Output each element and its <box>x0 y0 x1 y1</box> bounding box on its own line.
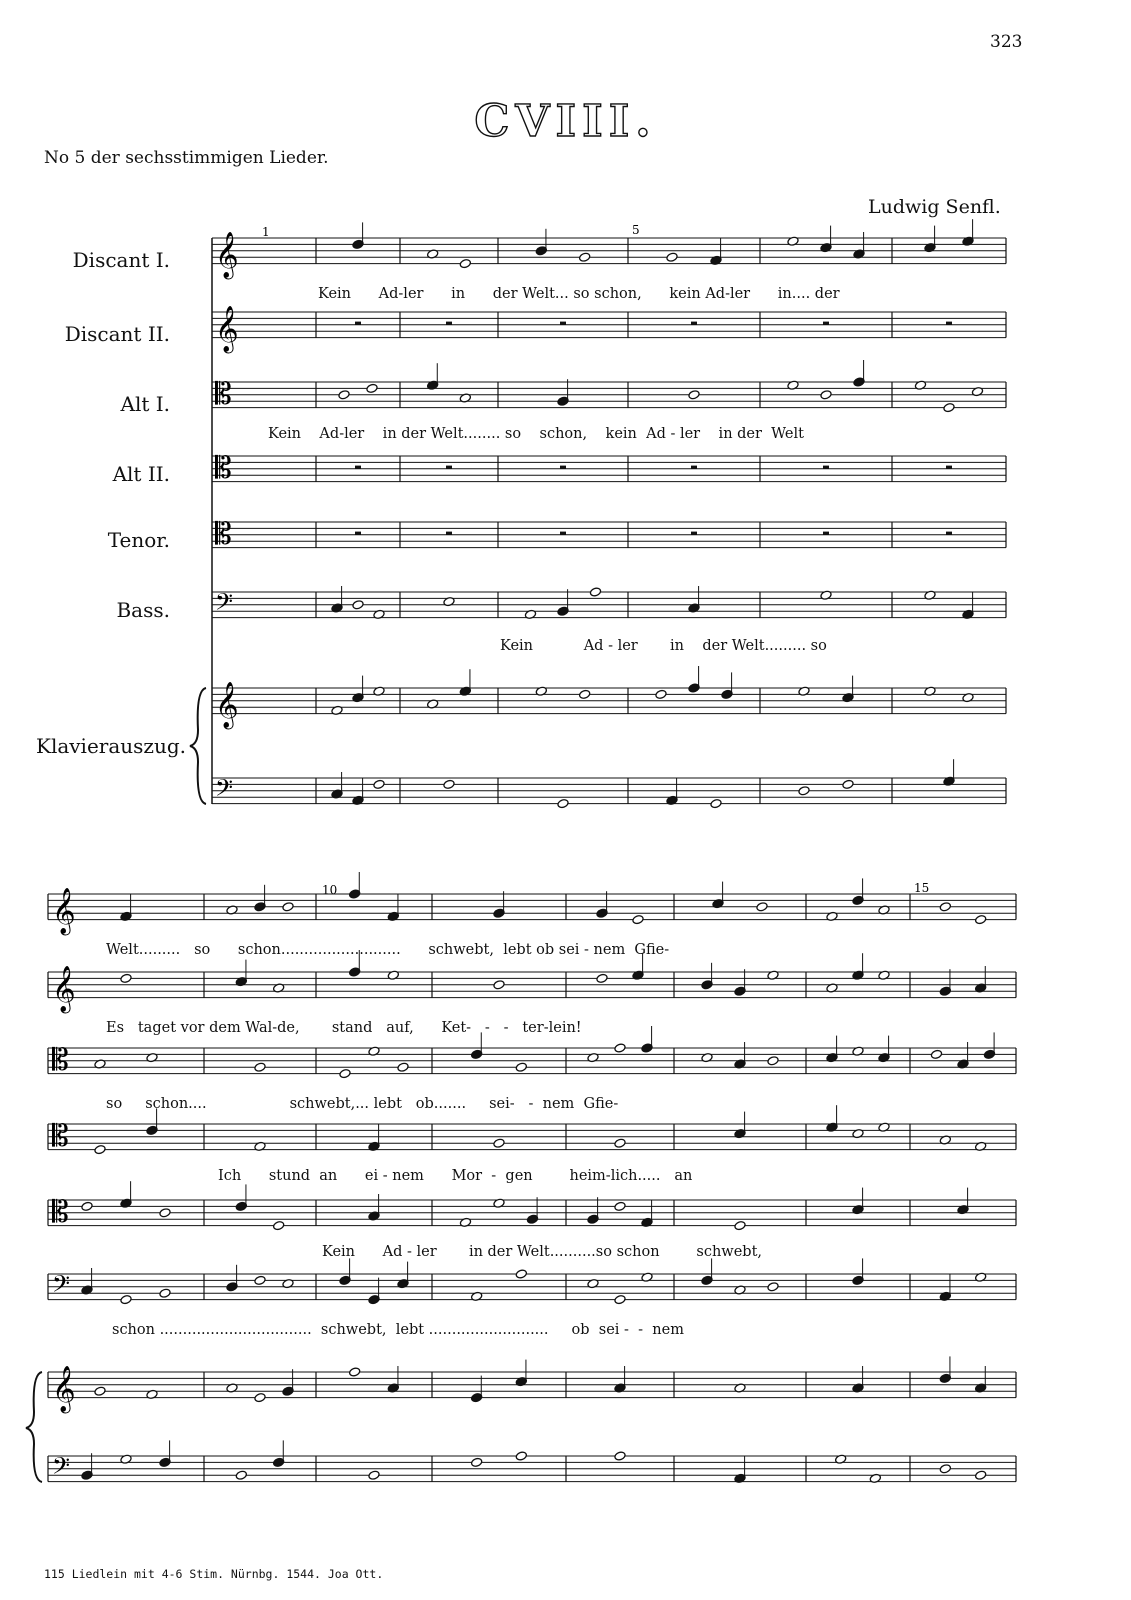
note <box>273 1220 285 1230</box>
note <box>94 1144 106 1154</box>
s2-clef-treble: 𝄞 <box>52 966 76 1012</box>
rest <box>560 466 566 469</box>
lyrics-s2-discant-1: Welt......... so schon.......................... schwebt, lebt ob sei - nem Gfie- <box>106 942 670 958</box>
note <box>254 1275 266 1285</box>
collection-subtitle: No 5 der sechsstimmigen Lieder. <box>44 148 329 168</box>
s1-clef-alto: 𝄡 <box>215 377 232 412</box>
note <box>352 600 364 610</box>
s2-clef-bass: 𝄢 <box>52 1270 71 1303</box>
s2-piano-brace <box>26 1372 42 1482</box>
lyrics-s2-tenor: Kein Ad - ler in der Welt..........so schon schwebt, <box>322 1244 763 1260</box>
s1-clef-treble: 𝄞 <box>215 306 239 352</box>
note <box>842 779 854 789</box>
s1-clef-treble: 𝄞 <box>215 682 239 728</box>
page-number: 323 <box>990 32 1023 52</box>
note <box>614 1201 626 1211</box>
note <box>373 779 385 789</box>
note <box>493 1138 505 1148</box>
note <box>589 587 601 597</box>
note <box>397 1062 409 1072</box>
note <box>767 1056 779 1066</box>
rest <box>355 322 361 325</box>
note <box>94 1386 106 1396</box>
note <box>614 1451 626 1461</box>
note <box>666 252 678 262</box>
note <box>282 902 294 912</box>
note <box>339 1068 351 1078</box>
s2-clef-alto: 𝄡 <box>52 1043 69 1078</box>
s1-clef-treble: 𝄞 <box>215 232 239 278</box>
note <box>688 390 700 400</box>
rest <box>446 466 452 469</box>
rest <box>560 322 566 325</box>
note <box>338 390 350 400</box>
note <box>515 1269 527 1279</box>
note <box>596 973 608 983</box>
rest <box>560 532 566 535</box>
note <box>579 252 591 262</box>
lyrics-s1-discant-1: Kein Ad-ler in der Welt... so schon, kein Ad-ler in.... der <box>318 286 840 302</box>
note <box>443 779 455 789</box>
note <box>471 1457 483 1467</box>
note <box>579 689 591 699</box>
s1-piano-brace <box>190 688 206 804</box>
rest <box>823 466 829 469</box>
voice-label-alt-2: Alt II. <box>112 462 170 486</box>
voice-label-discant-1: Discant I. <box>72 248 170 272</box>
rest <box>823 322 829 325</box>
piece-title: CVIII. <box>474 96 657 147</box>
lyrics-s1-alt-1: Kein Ad-ler in der Welt........ so schon, kein Ad - ler in der Welt <box>268 426 804 442</box>
note <box>159 1288 171 1298</box>
rest <box>355 532 361 535</box>
note <box>710 798 722 808</box>
lyrics-s2-alt-1: so schon.... schwebt,... lebt ob....... sei- - nem Gfie- <box>106 1096 619 1112</box>
note <box>614 1294 626 1304</box>
note <box>939 902 951 912</box>
measure-number-5: 5 <box>632 223 640 237</box>
rest <box>691 532 697 535</box>
note <box>767 1282 779 1292</box>
rest <box>823 532 829 535</box>
note <box>515 1451 527 1461</box>
note <box>120 1294 132 1304</box>
s2-clef-alto: 𝄡 <box>52 1119 69 1154</box>
rest <box>691 322 697 325</box>
measure-number-1: 1 <box>262 225 270 239</box>
note <box>81 1201 93 1211</box>
note <box>366 383 378 393</box>
s1-clef-alto: 𝄡 <box>215 517 232 552</box>
s1-clef-bass: 𝄢 <box>215 588 234 621</box>
note <box>120 973 132 983</box>
footer-source-note: 115 Liedlein mit 4-6 Stim. Nürnbg. 1544. Joa Ott. <box>44 1567 384 1581</box>
note <box>614 1138 626 1148</box>
composer-name: Ludwig Senfl. <box>868 196 1001 218</box>
note <box>235 1470 247 1480</box>
note <box>939 1464 951 1474</box>
note <box>756 902 768 912</box>
s2-clef-alto: 𝄡 <box>52 1195 69 1230</box>
note <box>975 1470 987 1480</box>
note <box>975 914 987 924</box>
note <box>254 1062 266 1072</box>
note <box>930 1049 942 1059</box>
note <box>734 1220 746 1230</box>
lyrics-s2-alt-2: Ich stund an ei - nem Mor - gen heim-lich..... an <box>218 1168 693 1184</box>
rest <box>355 466 361 469</box>
note <box>943 402 955 412</box>
rest <box>446 322 452 325</box>
rest <box>946 322 952 325</box>
note <box>368 1470 380 1480</box>
note <box>632 914 644 924</box>
rest <box>691 466 697 469</box>
lyrics-s2-discant-2: Es taget vor dem Wal-de, stand auf, Ket- - - ter-lein! <box>106 1020 582 1036</box>
rest <box>946 466 952 469</box>
s2-clef-bass: 𝄢 <box>52 1452 71 1485</box>
note <box>515 1062 527 1072</box>
note <box>159 1208 171 1218</box>
lyrics-s1-bass: Kein Ad - ler in der Welt......... so <box>500 638 827 654</box>
note <box>820 390 832 400</box>
lyrics-s2-bass: schon ................................. schwebt, lebt .......................... ob sei - - nem <box>112 1322 684 1338</box>
piano-reduction-label: Klavierauszug. <box>36 734 186 758</box>
measure-number-15: 15 <box>914 881 930 895</box>
s2-clef-treble: 𝄞 <box>52 1366 76 1412</box>
s1-clef-bass: 𝄢 <box>215 774 234 807</box>
s1-clef-alto: 𝄡 <box>215 451 232 486</box>
s2-clef-treble: 𝄞 <box>52 888 76 934</box>
voice-label-bass: Bass. <box>116 598 170 622</box>
note <box>798 786 810 796</box>
note <box>349 1367 361 1377</box>
voice-label-discant-2: Discant II. <box>64 322 170 346</box>
voice-label-alt-1: Alt I. <box>120 392 170 416</box>
measure-number-10: 10 <box>322 883 338 897</box>
note <box>614 1043 626 1053</box>
rest <box>946 532 952 535</box>
note <box>557 798 569 808</box>
note <box>254 1392 266 1402</box>
rest <box>446 532 452 535</box>
voice-label-tenor: Tenor. <box>107 528 170 552</box>
note <box>459 258 471 268</box>
note <box>493 980 505 990</box>
note <box>655 689 667 699</box>
